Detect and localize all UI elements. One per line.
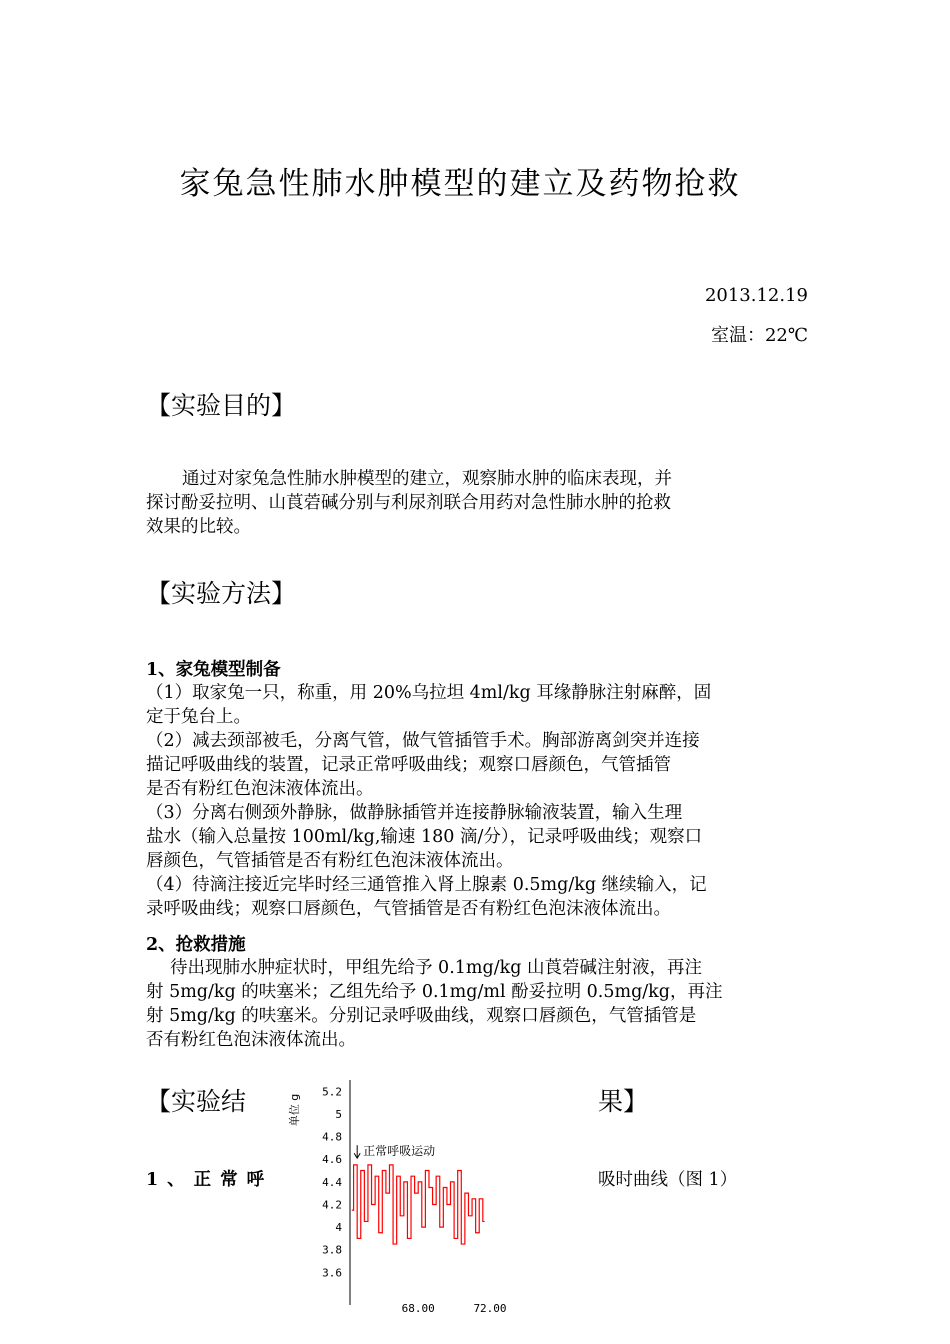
- y-tick-label: 4.8: [322, 1130, 342, 1144]
- paragraph-line: （4）待滴注接近完毕时经三通管推入肾上腺素 0.5mg/kg 继续输入，记: [146, 875, 707, 895]
- y-tick-label: 3.8: [322, 1243, 342, 1257]
- purpose-paragraph: [146, 467, 806, 539]
- x-tick-label: 72.00: [473, 1302, 507, 1315]
- y-tick-label: 4: [335, 1221, 342, 1235]
- respiration-chart-svg: [280, 1070, 520, 1320]
- document-title: 家兔急性肺水肿模型的建立及药物抢救: [179, 166, 741, 202]
- results-heading-right: 果】: [598, 1087, 649, 1116]
- paragraph-line: 盐水（输入总量按 100ml/kg,输速 180 滴/分），记录呼吸曲线；观察口: [146, 827, 703, 847]
- y-tick-label: 3.6: [322, 1266, 342, 1280]
- y-tick-label: 5: [335, 1107, 342, 1121]
- room-temperature: 室温：22℃: [710, 325, 808, 346]
- paragraph-line: 通过对家兔急性肺水肿模型的建立，观察肺水肿的临床表现，并: [182, 469, 672, 489]
- respiration-chart: [280, 1070, 520, 1320]
- document-date: 2013.12.19: [704, 285, 808, 306]
- paragraph-line: （1）取家兔一只，称重，用 20%乌拉坦 4ml/kg 耳缘静脉注射麻醉，固: [146, 683, 712, 703]
- paragraph-line: 描记呼吸曲线的装置，记录正常呼吸曲线；观察口唇颜色，气管插管: [146, 755, 671, 775]
- paragraph-line: （3）分离右侧颈外静脉，做静脉插管并连接静脉输液装置，输入生理: [146, 803, 683, 823]
- series-line: [352, 1165, 485, 1244]
- rescue-paragraph: [146, 956, 806, 1052]
- paragraph-line: 射 5mg/kg 的呋塞米；乙组先给予 0.1mg/ml 酚妥拉明 0.5mg/kg，再注: [146, 982, 723, 1002]
- subheading-rescue: 2、抢救措施: [146, 935, 246, 955]
- x-tick-label: 68.00: [401, 1302, 435, 1315]
- paragraph-line: 效果的比较。: [146, 517, 251, 537]
- paragraph-line: 射 5mg/kg 的呋塞米。分别记录呼吸曲线，观察口唇颜色，气管插管是: [146, 1006, 697, 1026]
- paragraph-line: 待出现肺水肿症状时，甲组先给予 0.1mg/kg 山莨菪碱注射液，再注: [170, 958, 702, 978]
- paragraph-line: 探讨酚妥拉明、山莨菪碱分别与利尿剂联合用药对急性肺水肿的抢救: [146, 493, 671, 513]
- results-heading-left: 【实验结: [146, 1087, 247, 1116]
- paragraph-line: （2）减去颈部被毛，分离气管，做气管插管手术。胸部游离剑突并连接: [146, 731, 700, 751]
- subheading-model-prep: 1、家兔模型制备: [146, 660, 281, 680]
- y-tick-label: 4.6: [322, 1153, 342, 1167]
- annotation-label: 正常呼吸运动: [363, 1144, 436, 1159]
- results-subheading-left: 1、正常呼: [146, 1170, 274, 1190]
- y-tick-label: 4.2: [322, 1198, 342, 1212]
- method-paragraph: [146, 681, 806, 921]
- paragraph-line: 唇颜色，气管插管是否有粉红色泡沫液体流出。: [146, 851, 514, 871]
- paragraph-line: 定于兔台上。: [146, 707, 251, 727]
- method-heading: 【实验方法】: [146, 579, 297, 608]
- paragraph-line: 是否有粉红色泡沫液体流出。: [146, 779, 374, 799]
- y-axis-label: 单位 g: [288, 1093, 301, 1127]
- purpose-heading: 【实验目的】: [146, 391, 297, 420]
- paragraph-line: 录呼吸曲线；观察口唇颜色，气管插管是否有粉红色泡沫液体流出。: [146, 899, 671, 919]
- y-tick-label: 5.2: [322, 1085, 342, 1099]
- y-tick-label: 4.4: [322, 1175, 342, 1189]
- paragraph-line: 否有粉红色泡沫液体流出。: [146, 1030, 356, 1050]
- results-subheading-right: 吸时曲线（图 1）: [598, 1170, 738, 1190]
